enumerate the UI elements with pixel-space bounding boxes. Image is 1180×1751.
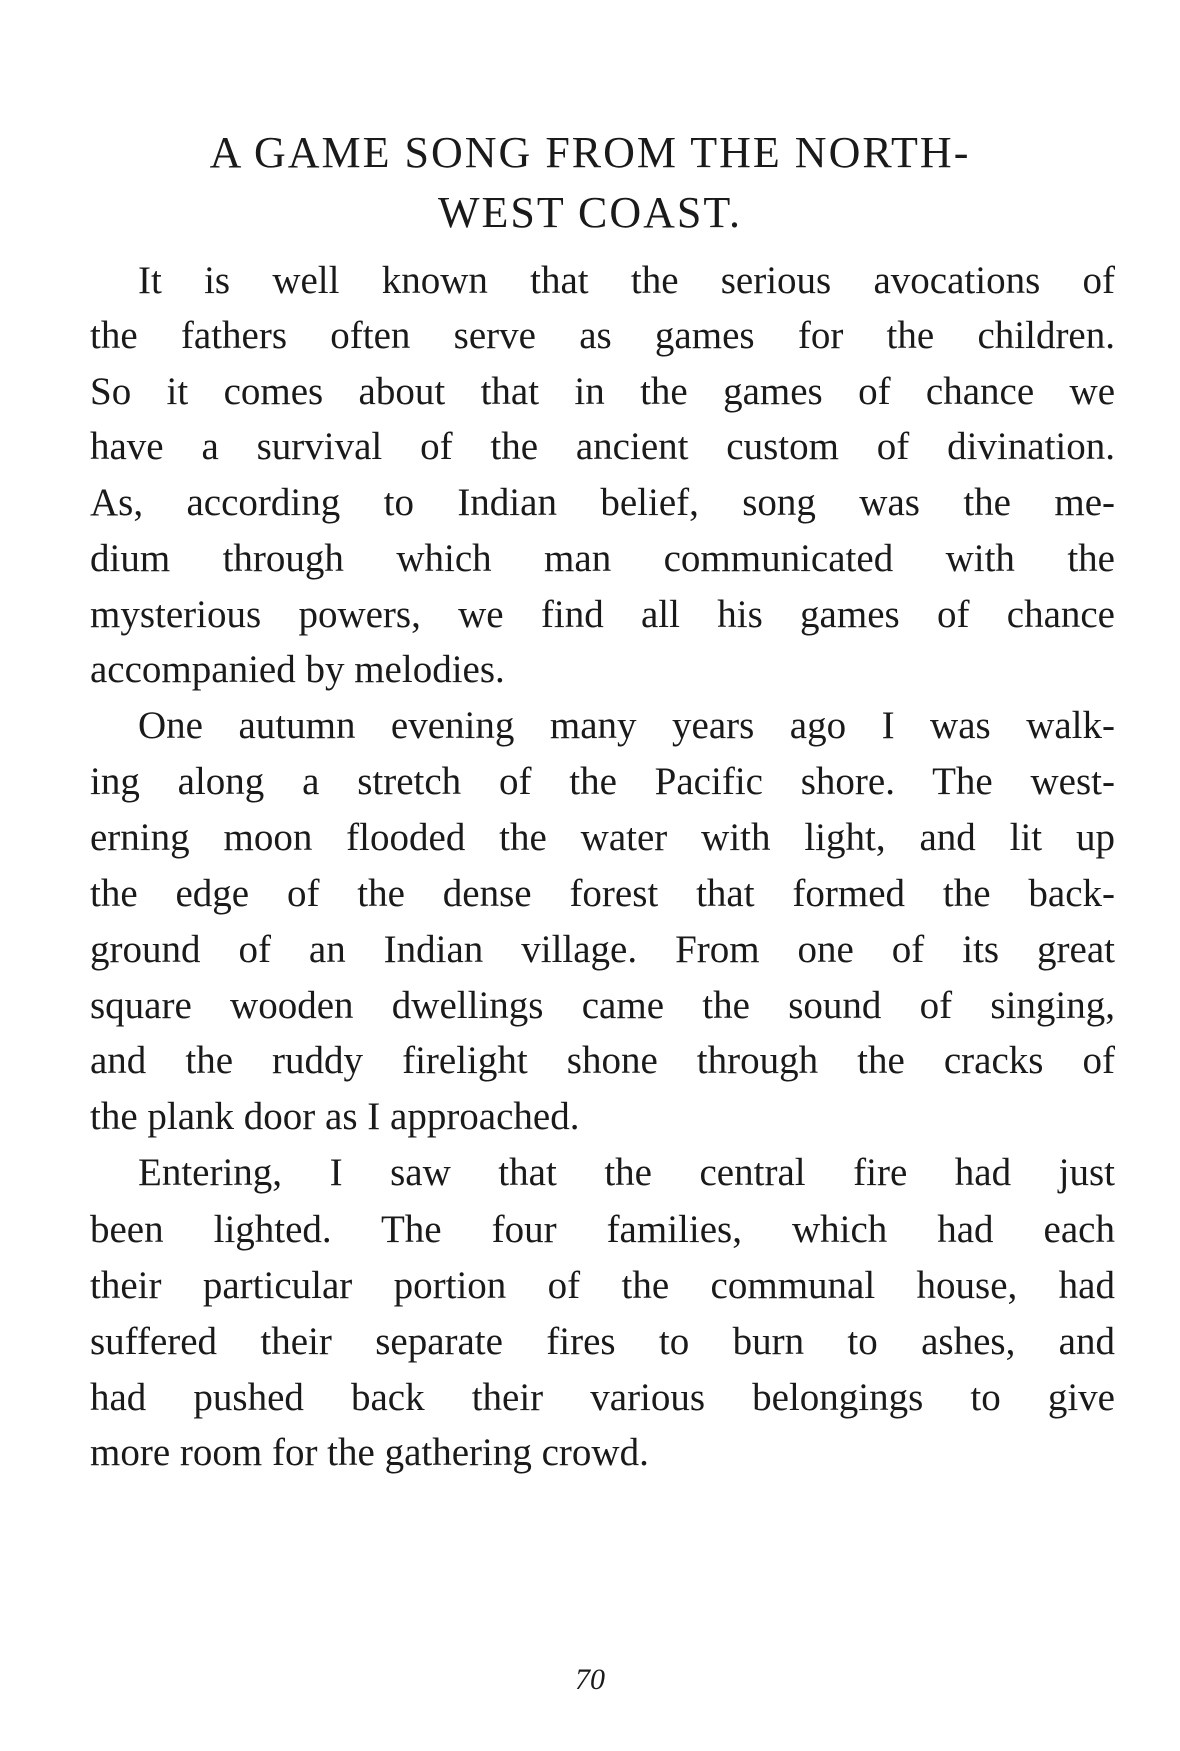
text-line: ing along a stretch of the Pacific shore. The west- <box>90 760 1115 803</box>
text-line: had pushed back their various belongings to give <box>90 1376 1115 1419</box>
text-line: square wooden dwellings came the sound of singing, <box>90 984 1115 1027</box>
text-line: It is well known that the serious avocations of <box>138 259 1115 302</box>
text-line: their particular portion of the communal house, had <box>90 1264 1115 1307</box>
chapter-title-line-2: WEST COAST. <box>438 188 742 237</box>
text-line: Entering, I saw that the central fire had just <box>138 1151 1115 1194</box>
text-line: mysterious powers, we find all his games of chance <box>90 593 1115 636</box>
text-line: As, according to Indian belief, song was the me- <box>90 481 1115 524</box>
text-line: So it comes about that in the games of chance we <box>90 370 1115 413</box>
text-line: accompanied by melodies. <box>90 648 505 691</box>
text-line: One autumn evening many years ago I was walk- <box>138 704 1115 747</box>
text-line: have a survival of the ancient custom of divination. <box>90 425 1115 468</box>
chapter-title-line-1: A GAME SONG FROM THE NORTH- <box>209 128 971 177</box>
text-line: the edge of the dense forest that formed the back- <box>90 872 1115 915</box>
text-line: and the ruddy firelight shone through the cracks of <box>90 1039 1115 1082</box>
text-line: been lighted. The four families, which had each <box>90 1208 1115 1251</box>
page-number: 70 <box>575 1663 605 1696</box>
text-line: erning moon flooded the water with light, and lit up <box>90 816 1115 859</box>
text-line: the fathers often serve as games for the children. <box>90 314 1115 357</box>
text-line: dium through which man communicated with the <box>90 537 1115 580</box>
text-line: suffered their separate fires to burn to ashes, and <box>90 1320 1115 1363</box>
text-line: ground of an Indian village. From one of its great <box>90 928 1115 971</box>
text-line: the plank door as I approached. <box>90 1095 580 1138</box>
text-line: more room for the gathering crowd. <box>90 1431 649 1474</box>
